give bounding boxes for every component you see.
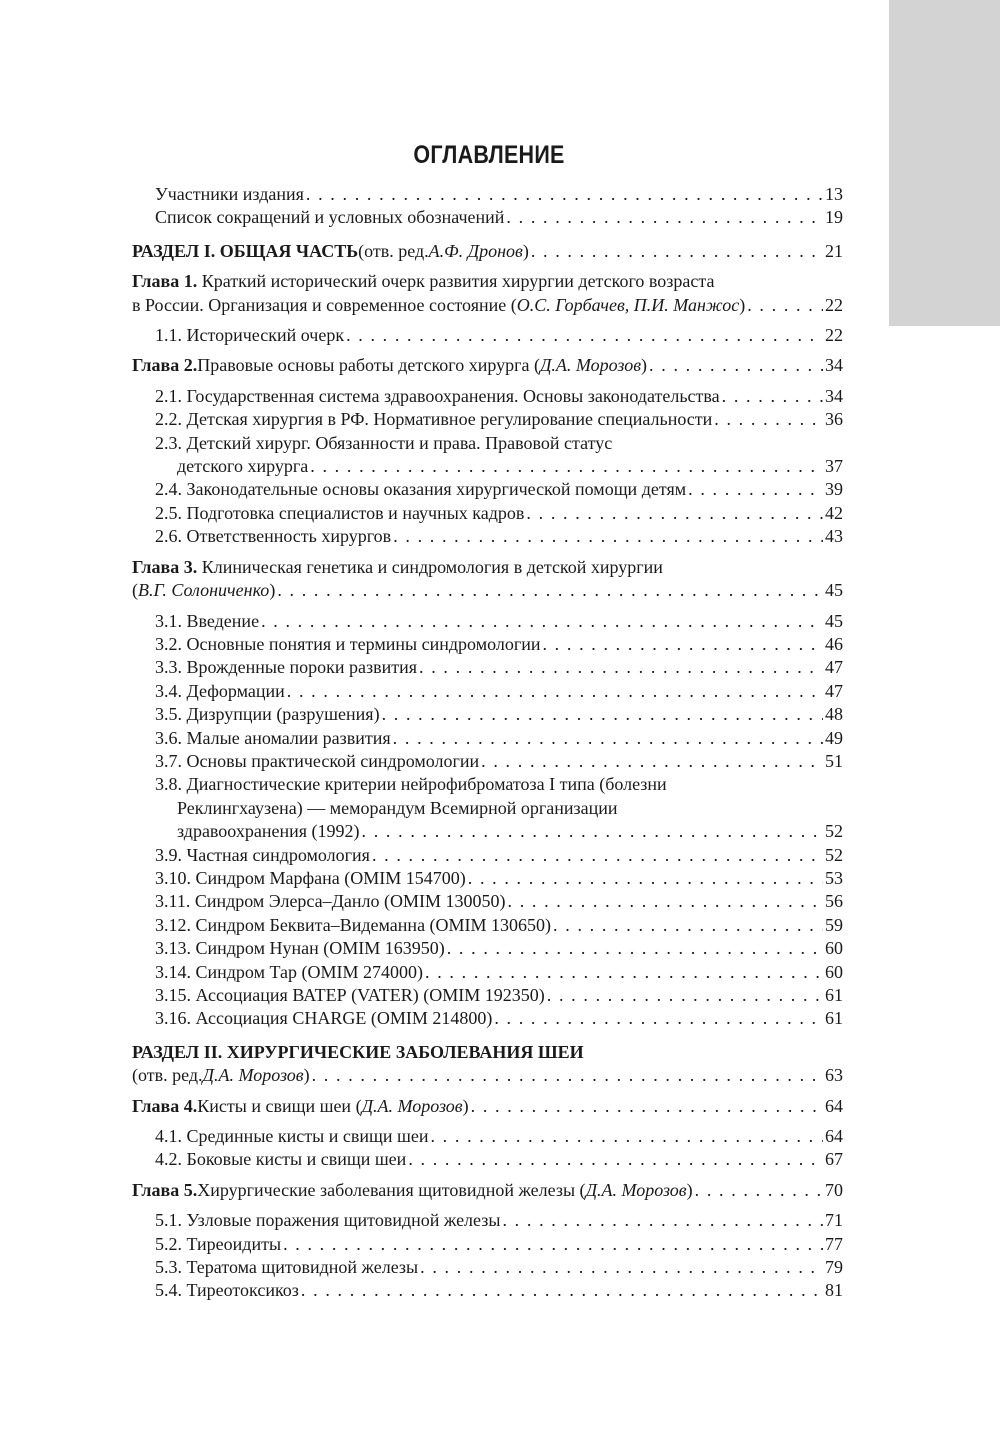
- chapter-authors: В.Г. Солониченко: [138, 580, 270, 601]
- dot-leader: [382, 703, 823, 726]
- chapter-1-line-2[interactable]: [132, 294, 843, 317]
- table-of-contents: [132, 183, 843, 1303]
- page-number: 60: [825, 938, 843, 959]
- page-number: 19: [825, 207, 843, 228]
- chapter-2-line[interactable]: [132, 354, 843, 377]
- page-number: 63: [825, 1065, 843, 1086]
- entry-text: 2.2. Детская хирургия в РФ. Нормативное регулирование специальности: [155, 409, 713, 430]
- chapter-4-line[interactable]: [132, 1095, 843, 1118]
- chapter-post: ): [739, 294, 746, 315]
- toc-entry[interactable]: [132, 680, 843, 703]
- page-number: 56: [825, 891, 843, 912]
- page-number: 47: [825, 680, 843, 701]
- dot-leader: [722, 385, 823, 408]
- toc-entry[interactable]: [132, 633, 843, 656]
- entry-text: 1.1. Исторический очерк: [155, 325, 345, 346]
- toc-entry[interactable]: [132, 890, 843, 913]
- chapter-authors: О.С. Горбачев, П.И. Манжос: [516, 294, 740, 315]
- entry-text: 3.12. Синдром Беквита–Видеманна (OMIM 130650): [155, 914, 552, 935]
- toc-entry[interactable]: [132, 727, 843, 750]
- dot-leader: [526, 502, 823, 525]
- chapter-title: Хирургические заболевания щитовидной железы (: [197, 1179, 586, 1200]
- dot-leader: [362, 820, 823, 843]
- page-number: 39: [825, 479, 843, 500]
- entry-text: 3.15. Ассоциация ВАТЕР (VATER) (OMIM 192350): [155, 985, 545, 1005]
- chapter-pre: (: [132, 580, 138, 601]
- page-number: 60: [825, 961, 843, 982]
- entry-text: 3.13. Синдром Нунан (OMIM 163950): [155, 938, 445, 959]
- toc-entry[interactable]: [132, 656, 843, 679]
- chapter-title: Краткий исторический очерк развития хирургии детского возраста: [197, 271, 715, 292]
- page-number: 61: [825, 1008, 843, 1029]
- entry-text: 3.16. Ассоциация CHARGE (OMIM 214800): [155, 1008, 493, 1029]
- toc-entry[interactable]: [132, 1125, 843, 1148]
- chapter-3-line-2[interactable]: [132, 579, 843, 602]
- entry-text: 3.5. Дизрупции (разрушения): [155, 704, 380, 725]
- dot-leader: [714, 408, 823, 431]
- entry-text: 5.3. Тератома щитовидной железы: [155, 1257, 419, 1278]
- toc-entry[interactable]: [132, 867, 843, 890]
- toc-entry[interactable]: [132, 1007, 843, 1030]
- toc-entry[interactable]: [132, 1209, 843, 1232]
- dot-leader: [649, 354, 823, 377]
- chapter-post: ): [641, 355, 648, 376]
- chapter-label: Глава 1.: [132, 271, 198, 292]
- toc-entry[interactable]: [132, 1148, 843, 1171]
- toc-entry[interactable]: [132, 183, 843, 206]
- toc-entry[interactable]: [132, 844, 843, 867]
- dot-leader: [553, 914, 823, 937]
- chapter-label: Глава 2.: [132, 355, 198, 376]
- entry-text: 3.3. Врожденные пороки развития: [155, 657, 418, 678]
- toc-entry[interactable]: [132, 750, 843, 773]
- toc-entry[interactable]: [132, 1256, 843, 1279]
- part-post: ): [303, 1065, 310, 1086]
- chapter-5-line[interactable]: [132, 1179, 843, 1202]
- dot-leader: [277, 579, 823, 602]
- toc-entry[interactable]: [132, 478, 843, 501]
- page-number: 48: [825, 704, 843, 725]
- page-number: 64: [825, 1126, 843, 1147]
- toc-entry[interactable]: [132, 1279, 843, 1302]
- dot-leader: [542, 633, 823, 656]
- part-editor: Д.А. Морозов: [202, 1065, 304, 1086]
- entry-text: 2.3. Детский хирург. Обязанности и права. Правовой статус: [155, 432, 613, 453]
- part-heading-1[interactable]: [132, 240, 843, 263]
- entry-text: 5.2. Тиреоидиты: [155, 1233, 282, 1254]
- dot-leader: [502, 1209, 823, 1232]
- entry-text: 3.7. Основы практической синдромологии: [155, 750, 480, 771]
- page-number: 34: [825, 385, 843, 406]
- part-label: РАЗДЕЛ I. ОБЩАЯ ЧАСТЬ: [132, 240, 359, 261]
- toc-entry-3-8[interactable]: [132, 773, 843, 796]
- dot-leader: [508, 890, 824, 913]
- page-number: 49: [825, 727, 843, 748]
- entry-text: 3.9. Частная синдромология: [155, 844, 370, 865]
- page-number: 42: [825, 502, 843, 523]
- entry-text: 5.1. Узловые поражения щитовидной железы: [155, 1210, 501, 1231]
- page-number: 70: [825, 1179, 843, 1200]
- part-post: ): [522, 240, 529, 261]
- entry-text: 3.8. Диагностические критерии нейрофиброматоза I типа (болезни: [155, 774, 667, 795]
- chapter-1-line[interactable]: [132, 270, 843, 293]
- page-title: ОГЛАВЛЕНИЕ: [413, 141, 565, 169]
- page-number: 22: [825, 294, 843, 315]
- dot-leader: [306, 183, 823, 206]
- page-number: 45: [825, 580, 843, 601]
- entry-text: 2.1. Государственная система здравоохранения. Основы законодательства: [155, 385, 720, 406]
- page-number: 81: [825, 1280, 843, 1301]
- dot-leader: [506, 206, 823, 229]
- page-number: 47: [825, 657, 843, 678]
- dot-leader: [688, 478, 823, 501]
- entry-text-cont: детского хирурга: [177, 456, 309, 477]
- page-number: 37: [825, 456, 843, 477]
- dot-leader: [481, 750, 823, 773]
- dot-leader: [494, 1007, 823, 1030]
- dot-leader: [301, 1279, 823, 1302]
- page-number: 21: [825, 240, 843, 261]
- entry-text: 2.6. Ответственность хирургов: [155, 526, 392, 547]
- page-number: 71: [825, 1210, 843, 1231]
- page-number: 67: [825, 1149, 843, 1170]
- dot-leader: [471, 1095, 823, 1118]
- chapter-title-cont: в России. Организация и современное состояние (: [132, 294, 517, 315]
- toc-entry[interactable]: [132, 961, 843, 984]
- page-number: 59: [825, 914, 843, 935]
- toc-entry[interactable]: [132, 984, 843, 1007]
- page-number: 79: [825, 1257, 843, 1278]
- entry-text: 3.1. Введение: [155, 610, 260, 631]
- part-label: РАЗДЕЛ II. ХИРУРГИЧЕСКИЕ ЗАБОЛЕВАНИЯ ШЕИ: [132, 1041, 584, 1062]
- chapter-label: Глава 5.: [132, 1179, 198, 1200]
- entry-text: 2.5. Подготовка специалистов и научных кадров: [155, 502, 525, 523]
- chapter-title: Правовые основы работы детского хирурга (: [197, 355, 540, 376]
- entry-text: 3.6. Малые аномалии развития: [155, 727, 391, 748]
- page-number: 52: [825, 844, 843, 865]
- page-number: 77: [825, 1233, 843, 1254]
- chapter-post: ): [269, 580, 276, 601]
- dot-leader: [312, 1064, 823, 1087]
- dot-leader: [419, 656, 823, 679]
- page-number: 51: [825, 750, 843, 771]
- entry-text: Список сокращений и условных обозначений: [155, 207, 505, 228]
- dot-leader: [393, 727, 823, 750]
- dot-leader: [287, 680, 823, 703]
- chapter-3-line[interactable]: [132, 556, 843, 579]
- chapter-authors: Д.А. Морозов: [539, 355, 642, 376]
- chapter-post: ): [462, 1095, 469, 1116]
- page-number: 61: [825, 985, 843, 1005]
- page-number: 36: [825, 409, 843, 430]
- toc-entry-2-3-cont[interactable]: [132, 455, 843, 478]
- page-number: 46: [825, 633, 843, 654]
- page-number: 64: [825, 1095, 843, 1116]
- dot-leader: [420, 1256, 823, 1279]
- toc-entry[interactable]: [132, 914, 843, 937]
- dot-leader: [468, 867, 823, 890]
- chapter-label: Глава 3.: [132, 556, 198, 577]
- chapter-post: ): [686, 1179, 693, 1200]
- page-number: 13: [825, 184, 843, 204]
- entry-text: 3.2. Основные понятия и термины синдромологии: [155, 633, 541, 654]
- entry-text: 2.4. Законодательные основы оказания хирургической помощи детям: [155, 479, 687, 500]
- dot-leader: [695, 1179, 823, 1202]
- entry-text: 3.10. Синдром Марфана (OMIM 154700): [155, 867, 466, 888]
- dot-leader: [447, 937, 823, 960]
- dot-leader: [430, 1125, 823, 1148]
- toc-entry[interactable]: [132, 1233, 843, 1256]
- toc-entry[interactable]: [132, 703, 843, 726]
- toc-entry[interactable]: [132, 324, 843, 347]
- page-number: 43: [825, 526, 843, 547]
- dot-leader: [747, 294, 823, 317]
- toc-entry-3-8-cont[interactable]: [132, 797, 843, 820]
- chapter-label: Глава 4.: [132, 1095, 198, 1116]
- dot-leader: [425, 961, 823, 984]
- part-heading-2[interactable]: [132, 1041, 843, 1064]
- dot-leader: [283, 1233, 823, 1256]
- part-editor: А.Ф. Дронов: [428, 240, 523, 261]
- chapter-title: Клиническая генетика и синдромология в детской хирургии: [197, 556, 663, 577]
- toc-entry[interactable]: [132, 502, 843, 525]
- chapter-authors: Д.А. Морозов: [585, 1179, 687, 1200]
- entry-text: 4.2. Боковые кисты и свищи шеи: [155, 1149, 407, 1170]
- page-number: 53: [825, 867, 843, 888]
- toc-entry-2-3[interactable]: [132, 432, 843, 455]
- toc-entry-3-8-cont[interactable]: [132, 820, 843, 843]
- toc-entry[interactable]: [132, 610, 843, 633]
- chapter-authors: Д.А. Морозов: [361, 1095, 463, 1116]
- dot-leader: [408, 1148, 823, 1171]
- page-number: 45: [825, 610, 843, 631]
- dot-leader: [531, 240, 823, 263]
- entry-text-cont: здравоохранения (1992): [177, 821, 360, 842]
- dot-leader: [346, 324, 823, 347]
- dot-leader: [372, 844, 823, 867]
- toc-entry[interactable]: [132, 937, 843, 960]
- page-number: 22: [825, 325, 843, 346]
- entry-text: 3.14. Синдром Тар (OMIM 274000): [155, 961, 424, 982]
- part-heading-2-cont[interactable]: [132, 1064, 843, 1087]
- toc-entry[interactable]: [132, 525, 843, 548]
- part-pre: (отв. ред.: [358, 240, 429, 261]
- entry-text-cont: Реклингхаузена) — меморандум Всемирной организации: [177, 797, 618, 818]
- chapter-title: Кисты и свищи шеи (: [197, 1095, 362, 1116]
- dot-leader: [310, 455, 823, 478]
- entry-text: 3.4. Деформации: [155, 680, 285, 701]
- entry-text: 3.11. Синдром Элерса–Данло (OMIM 130050): [155, 891, 506, 912]
- dot-leader: [393, 525, 823, 548]
- dot-leader: [261, 610, 823, 633]
- toc-entry[interactable]: [132, 206, 843, 229]
- entry-text: Участники издания: [155, 184, 304, 204]
- entry-text: 4.1. Срединные кисты и свищи шеи: [155, 1126, 429, 1147]
- entry-text: 5.4. Тиреотоксикоз: [155, 1280, 299, 1301]
- dot-leader: [547, 984, 823, 1007]
- page-number: 52: [825, 821, 843, 842]
- toc-entry[interactable]: [132, 385, 843, 408]
- page-number: 34: [825, 355, 843, 376]
- toc-entry[interactable]: [132, 408, 843, 431]
- part-pre: (отв. ред.: [132, 1065, 203, 1086]
